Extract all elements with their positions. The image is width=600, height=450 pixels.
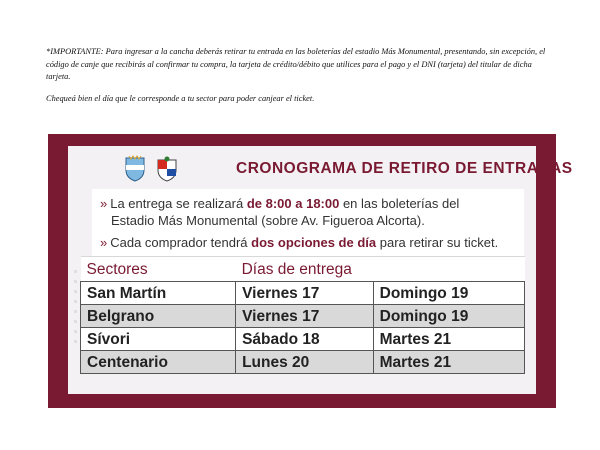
card-title: CRONOGRAMA DE RETIRO DE ENTRADAS xyxy=(236,160,573,177)
bullet-arrow-icon: » xyxy=(100,235,108,250)
sector-cell: Sívori xyxy=(81,328,236,351)
header-days: Días de entrega xyxy=(236,257,525,282)
day2-cell: Martes 21 xyxy=(373,328,524,351)
sector-cell: Belgrano xyxy=(81,305,236,328)
info-text: La entrega se realizará xyxy=(110,196,247,211)
day2-cell: Domingo 19 xyxy=(373,282,524,305)
info-line-options xyxy=(100,234,498,251)
sector-cell: Centenario xyxy=(81,351,236,374)
info-text: para retirar su ticket. xyxy=(376,235,499,250)
info-box xyxy=(92,189,524,258)
important-notice xyxy=(46,46,546,105)
day1-cell: Sábado 18 xyxy=(236,328,374,351)
options-highlight: dos opciones de día xyxy=(251,235,377,250)
bullet-arrow-icon: » xyxy=(100,196,108,211)
table-row xyxy=(81,328,525,351)
info-line-hours xyxy=(100,195,459,212)
sector-cell: San Martín xyxy=(81,282,236,305)
header-sectors: Sectores xyxy=(81,257,236,282)
info-text: en las boleterías del xyxy=(339,196,460,211)
table-row xyxy=(81,305,525,328)
table-row xyxy=(81,351,525,374)
day2-cell: Martes 21 xyxy=(373,351,524,374)
table-header-row xyxy=(81,257,525,282)
schedule-card-frame xyxy=(48,134,573,408)
day1-cell: Viernes 17 xyxy=(236,282,374,305)
day1-cell: Viernes 17 xyxy=(236,305,374,328)
notice-paragraph xyxy=(46,46,546,84)
hours-highlight: de 8:00 a 18:00 xyxy=(246,196,340,211)
day2-cell: Domingo 19 xyxy=(373,305,524,328)
day1-cell: Lunes 20 xyxy=(236,351,374,374)
info-text: Cada comprador tendrá xyxy=(110,235,252,250)
notice-text: Para ingresar a la cancha deberás retirar tu entrada en las boleterías del estadio Más Monumental, presentando, sin excepción, el código de canje que recibirás al confirmar tu compra, la tarjeta de crédito/débito que utilices para el pago y el DNI (tarjeta) del titular de dicha tarjeta. xyxy=(46,47,546,81)
panama-shield-icon xyxy=(156,156,178,182)
schedule-table xyxy=(80,256,525,374)
table-row xyxy=(81,282,525,305)
schedule-card xyxy=(68,146,573,394)
notice-lead: *IMPORTANTE: xyxy=(46,47,104,56)
afa-shield-icon xyxy=(124,156,146,182)
sector-day-note: Chequeá bien el día que le corresponde a tu sector para poder canjear el ticket. xyxy=(46,93,315,103)
info-line-venue: Estadio Más Monumental (sobre Av. Figueroa Alcorta). xyxy=(111,213,425,228)
